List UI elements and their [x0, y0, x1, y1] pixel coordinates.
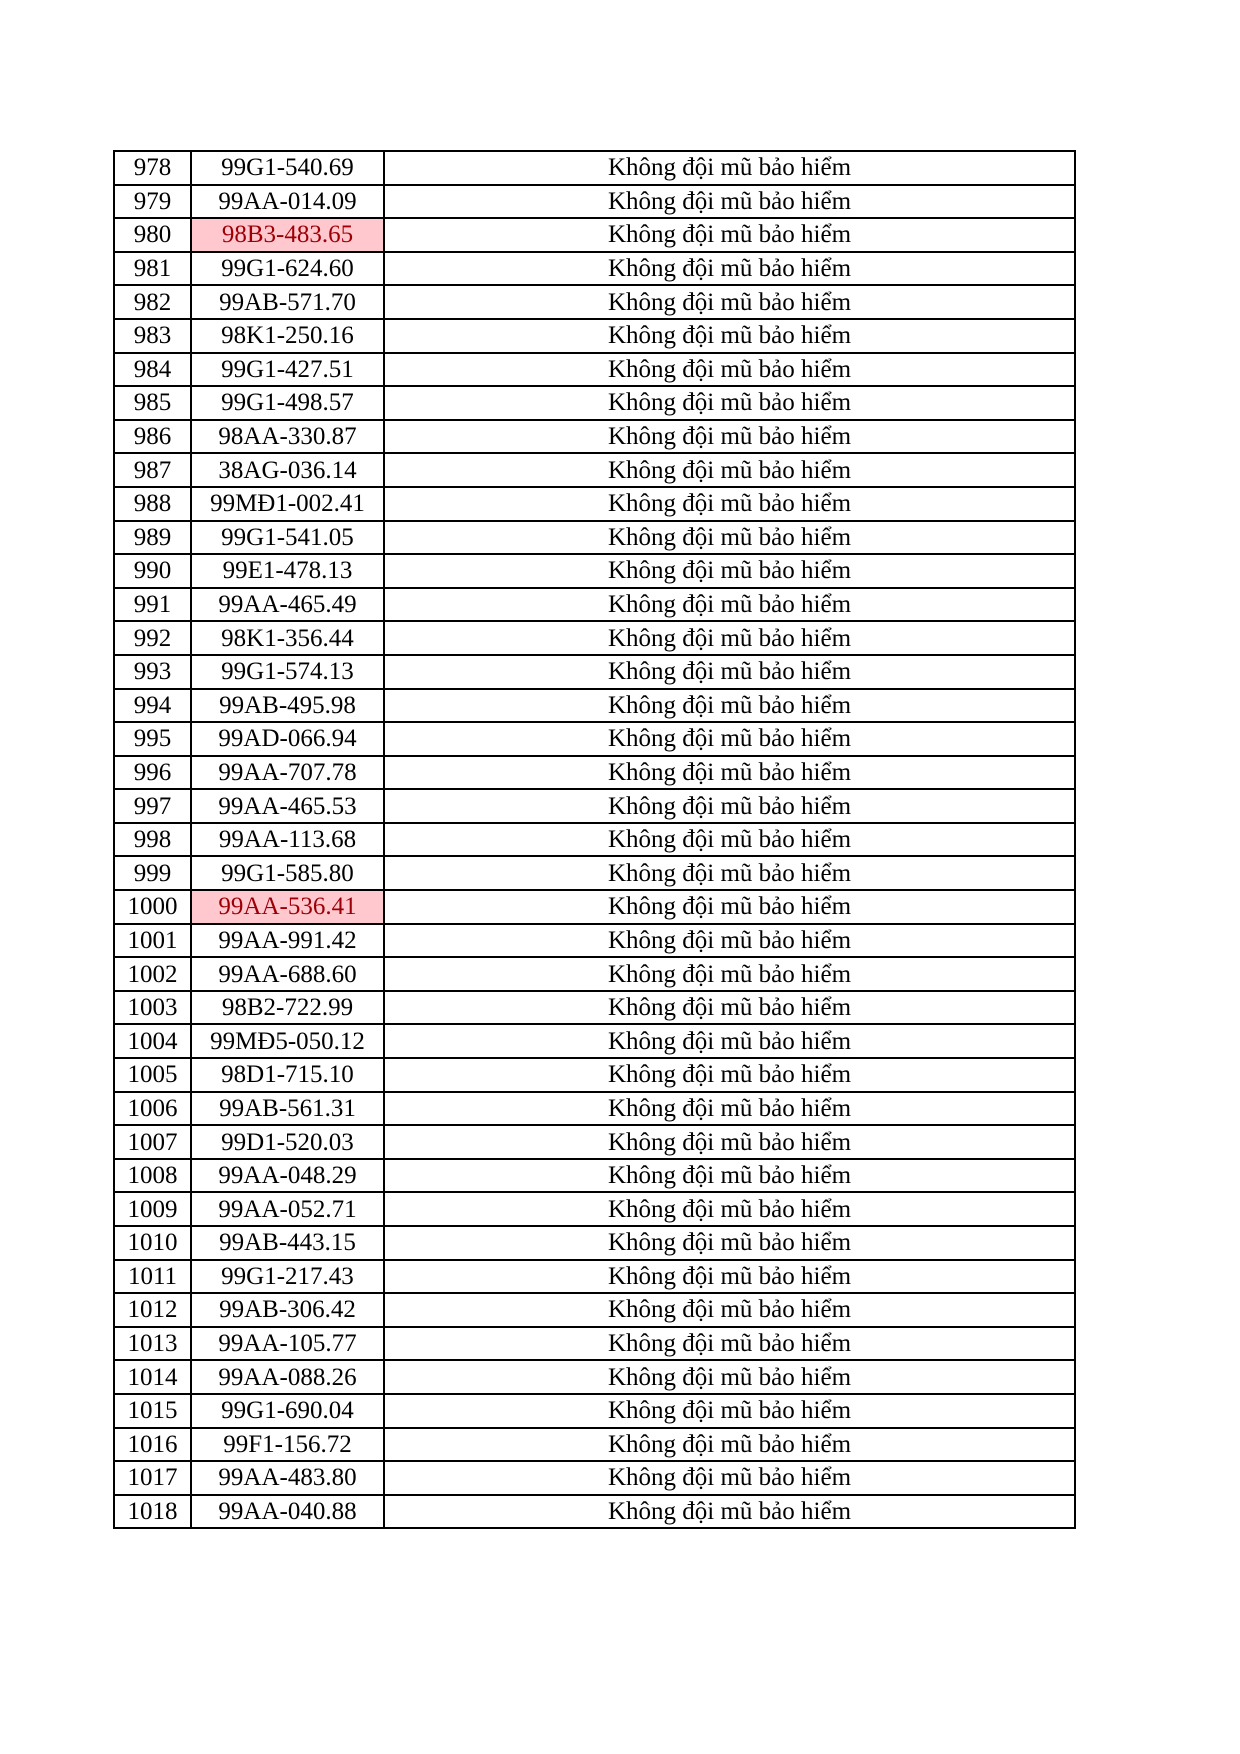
violation-cell: Không đội mũ bảo hiểm [384, 957, 1075, 991]
license-plate-cell: 99AB-306.42 [191, 1293, 384, 1327]
table-row [114, 1260, 1075, 1294]
row-number-cell: 1017 [114, 1461, 191, 1495]
row-number-cell: 1012 [114, 1293, 191, 1327]
row-number-cell: 983 [114, 319, 191, 353]
row-number-cell: 991 [114, 588, 191, 622]
violation-cell: Không đội mũ bảo hiểm [384, 991, 1075, 1025]
violation-cell: Không đội mũ bảo hiểm [384, 252, 1075, 286]
table-row [114, 1394, 1075, 1428]
violation-cell: Không đội mũ bảo hiểm [384, 521, 1075, 555]
table-row [114, 554, 1075, 588]
row-number-cell: 980 [114, 218, 191, 252]
violation-cell: Không đội mũ bảo hiểm [384, 453, 1075, 487]
license-plate-cell: 99F1-156.72 [191, 1428, 384, 1462]
violation-cell: Không đội mũ bảo hiểm [384, 924, 1075, 958]
violation-cell: Không đội mũ bảo hiểm [384, 1327, 1075, 1361]
license-plate-cell: 99AA-707.78 [191, 756, 384, 790]
violation-cell: Không đội mũ bảo hiểm [384, 1092, 1075, 1126]
table-row [114, 1327, 1075, 1361]
row-number-cell: 1003 [114, 991, 191, 1025]
license-plate-cell: 99G1-498.57 [191, 386, 384, 420]
table-row [114, 521, 1075, 555]
violation-cell: Không đội mũ bảo hiểm [384, 789, 1075, 823]
license-plate-cell: 99AD-066.94 [191, 722, 384, 756]
license-plate-cell: 98D1-715.10 [191, 1058, 384, 1092]
violation-cell: Không đội mũ bảo hiểm [384, 655, 1075, 689]
violation-cell: Không đội mũ bảo hiểm [384, 588, 1075, 622]
table-row [114, 285, 1075, 319]
table-row [114, 1293, 1075, 1327]
violation-cell: Không đội mũ bảo hiểm [384, 823, 1075, 857]
violation-cell: Không đội mũ bảo hiểm [384, 1159, 1075, 1193]
violation-cell: Không đội mũ bảo hiểm [384, 554, 1075, 588]
violation-cell: Không đội mũ bảo hiểm [384, 1226, 1075, 1260]
table-row [114, 151, 1075, 185]
license-plate-cell: 99AA-048.29 [191, 1159, 384, 1193]
license-plate-cell: 99G1-574.13 [191, 655, 384, 689]
license-plate-cell: 98K1-356.44 [191, 621, 384, 655]
row-number-cell: 1000 [114, 890, 191, 924]
license-plate-cell: 99MĐ5-050.12 [191, 1024, 384, 1058]
license-plate-cell: 98K1-250.16 [191, 319, 384, 353]
row-number-cell: 1005 [114, 1058, 191, 1092]
license-plate-cell: 99AA-536.41 [191, 890, 384, 924]
violation-cell: Không đội mũ bảo hiểm [384, 185, 1075, 219]
license-plate-cell: 99AB-443.15 [191, 1226, 384, 1260]
row-number-cell: 1016 [114, 1428, 191, 1462]
row-number-cell: 1002 [114, 957, 191, 991]
row-number-cell: 996 [114, 756, 191, 790]
license-plate-cell: 99D1-520.03 [191, 1125, 384, 1159]
license-plate-cell: 99AA-088.26 [191, 1360, 384, 1394]
violation-cell: Không đội mũ bảo hiểm [384, 722, 1075, 756]
license-plate-cell: 99AB-571.70 [191, 285, 384, 319]
license-plate-cell: 99G1-624.60 [191, 252, 384, 286]
violation-cell: Không đội mũ bảo hiểm [384, 1428, 1075, 1462]
row-number-cell: 1009 [114, 1192, 191, 1226]
violation-cell: Không đội mũ bảo hiểm [384, 319, 1075, 353]
violations-table-body [114, 151, 1075, 1528]
row-number-cell: 1008 [114, 1159, 191, 1193]
row-number-cell: 1018 [114, 1495, 191, 1529]
table-row [114, 924, 1075, 958]
table-row [114, 1461, 1075, 1495]
violation-cell: Không đội mũ bảo hiểm [384, 1461, 1075, 1495]
table-row [114, 1226, 1075, 1260]
violation-cell: Không đội mũ bảo hiểm [384, 1058, 1075, 1092]
table-row [114, 1092, 1075, 1126]
row-number-cell: 1006 [114, 1092, 191, 1126]
row-number-cell: 994 [114, 689, 191, 723]
row-number-cell: 1001 [114, 924, 191, 958]
row-number-cell: 999 [114, 856, 191, 890]
table-row [114, 1058, 1075, 1092]
violation-cell: Không đội mũ bảo hiểm [384, 1125, 1075, 1159]
row-number-cell: 982 [114, 285, 191, 319]
row-number-cell: 1014 [114, 1360, 191, 1394]
table-row [114, 823, 1075, 857]
row-number-cell: 986 [114, 420, 191, 454]
table-row [114, 1360, 1075, 1394]
row-number-cell: 1004 [114, 1024, 191, 1058]
row-number-cell: 987 [114, 453, 191, 487]
row-number-cell: 1013 [114, 1327, 191, 1361]
license-plate-cell: 99AA-991.42 [191, 924, 384, 958]
table-row [114, 722, 1075, 756]
license-plate-cell: 98B3-483.65 [191, 218, 384, 252]
license-plate-cell: 99G1-540.69 [191, 151, 384, 185]
violation-cell: Không đội mũ bảo hiểm [384, 285, 1075, 319]
license-plate-cell: 99AB-561.31 [191, 1092, 384, 1126]
row-number-cell: 998 [114, 823, 191, 857]
violation-cell: Không đội mũ bảo hiểm [384, 890, 1075, 924]
table-row [114, 1192, 1075, 1226]
violation-cell: Không đội mũ bảo hiểm [384, 386, 1075, 420]
license-plate-cell: 99E1-478.13 [191, 554, 384, 588]
license-plate-cell: 99AA-483.80 [191, 1461, 384, 1495]
license-plate-cell: 99G1-541.05 [191, 521, 384, 555]
violation-cell: Không đội mũ bảo hiểm [384, 353, 1075, 387]
violation-cell: Không đội mũ bảo hiểm [384, 151, 1075, 185]
violations-table [113, 150, 1076, 1529]
table-row [114, 218, 1075, 252]
table-row [114, 689, 1075, 723]
violation-cell: Không đội mũ bảo hiểm [384, 1360, 1075, 1394]
license-plate-cell: 99AA-688.60 [191, 957, 384, 991]
violation-cell: Không đội mũ bảo hiểm [384, 487, 1075, 521]
table-row [114, 588, 1075, 622]
row-number-cell: 997 [114, 789, 191, 823]
license-plate-cell: 99AA-052.71 [191, 1192, 384, 1226]
violation-cell: Không đội mũ bảo hiểm [384, 1192, 1075, 1226]
table-row [114, 991, 1075, 1025]
table-row [114, 957, 1075, 991]
license-plate-cell: 99MĐ1-002.41 [191, 487, 384, 521]
table-row [114, 655, 1075, 689]
violation-cell: Không đội mũ bảo hiểm [384, 1394, 1075, 1428]
table-row [114, 453, 1075, 487]
license-plate-cell: 38AG-036.14 [191, 453, 384, 487]
row-number-cell: 1007 [114, 1125, 191, 1159]
violation-cell: Không đội mũ bảo hiểm [384, 1260, 1075, 1294]
violation-cell: Không đội mũ bảo hiểm [384, 420, 1075, 454]
table-row [114, 1495, 1075, 1529]
row-number-cell: 981 [114, 252, 191, 286]
table-row [114, 1159, 1075, 1193]
license-plate-cell: 99AA-113.68 [191, 823, 384, 857]
license-plate-cell: 99AA-014.09 [191, 185, 384, 219]
table-row [114, 185, 1075, 219]
row-number-cell: 988 [114, 487, 191, 521]
table-row [114, 621, 1075, 655]
license-plate-cell: 99G1-217.43 [191, 1260, 384, 1294]
row-number-cell: 979 [114, 185, 191, 219]
license-plate-cell: 98AA-330.87 [191, 420, 384, 454]
license-plate-cell: 99AA-465.53 [191, 789, 384, 823]
table-row [114, 319, 1075, 353]
table-row [114, 252, 1075, 286]
row-number-cell: 992 [114, 621, 191, 655]
table-row [114, 756, 1075, 790]
table-row [114, 386, 1075, 420]
license-plate-cell: 99AA-465.49 [191, 588, 384, 622]
license-plate-cell: 99G1-427.51 [191, 353, 384, 387]
table-row [114, 1428, 1075, 1462]
violation-cell: Không đội mũ bảo hiểm [384, 1024, 1075, 1058]
violation-cell: Không đội mũ bảo hiểm [384, 621, 1075, 655]
table-row [114, 789, 1075, 823]
license-plate-cell: 99AB-495.98 [191, 689, 384, 723]
table-row [114, 420, 1075, 454]
violation-cell: Không đội mũ bảo hiểm [384, 1293, 1075, 1327]
row-number-cell: 993 [114, 655, 191, 689]
violation-cell: Không đội mũ bảo hiểm [384, 756, 1075, 790]
violation-cell: Không đội mũ bảo hiểm [384, 856, 1075, 890]
row-number-cell: 1015 [114, 1394, 191, 1428]
license-plate-cell: 99G1-585.80 [191, 856, 384, 890]
table-row [114, 1024, 1075, 1058]
violation-cell: Không đội mũ bảo hiểm [384, 689, 1075, 723]
license-plate-cell: 99G1-690.04 [191, 1394, 384, 1428]
table-row [114, 890, 1075, 924]
table-row [114, 1125, 1075, 1159]
table-row [114, 487, 1075, 521]
row-number-cell: 984 [114, 353, 191, 387]
row-number-cell: 1011 [114, 1260, 191, 1294]
license-plate-cell: 99AA-105.77 [191, 1327, 384, 1361]
license-plate-cell: 99AA-040.88 [191, 1495, 384, 1529]
row-number-cell: 1010 [114, 1226, 191, 1260]
violation-cell: Không đội mũ bảo hiểm [384, 218, 1075, 252]
table-row [114, 353, 1075, 387]
row-number-cell: 989 [114, 521, 191, 555]
row-number-cell: 985 [114, 386, 191, 420]
row-number-cell: 995 [114, 722, 191, 756]
license-plate-cell: 98B2-722.99 [191, 991, 384, 1025]
table-row [114, 856, 1075, 890]
violation-cell: Không đội mũ bảo hiểm [384, 1495, 1075, 1529]
row-number-cell: 990 [114, 554, 191, 588]
row-number-cell: 978 [114, 151, 191, 185]
